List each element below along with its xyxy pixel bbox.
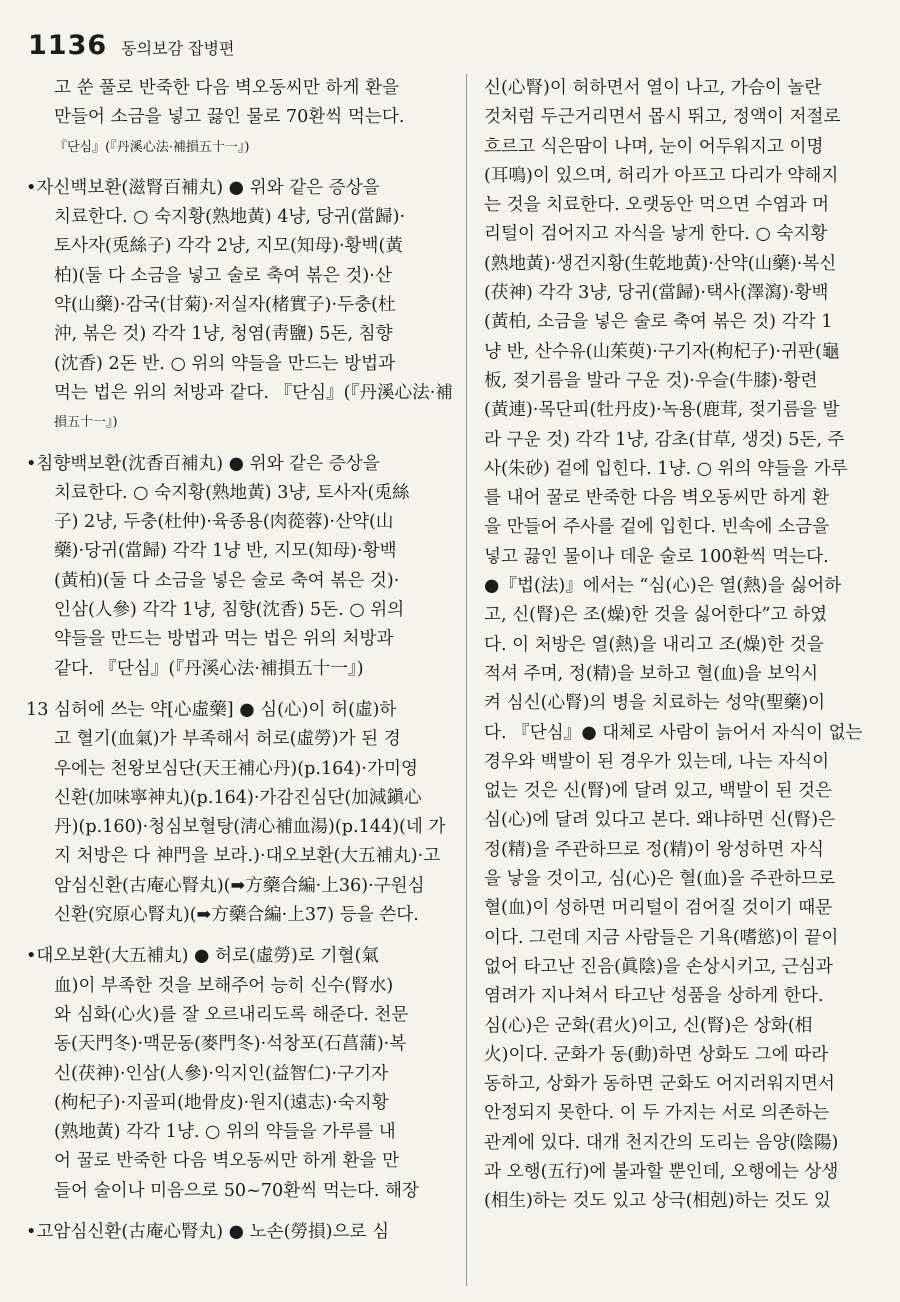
running-title: 동의보감 잡병편 (121, 39, 235, 58)
right-text-line: 를 내어 꿀로 반죽한 다음 벽오동씨만 하게 환 (484, 488, 830, 509)
right-text-line: 정(精)을 주관하므로 정(精)이 왕성하면 자식 (484, 839, 824, 860)
left-text-line (26, 930, 442, 942)
left-text-line: 血)이 부족한 것을 보해주어 능히 신수(腎水) (54, 975, 394, 996)
left-text-line: (沈香) 2돈 반. ○ 위의 약들을 만드는 방법과 (54, 353, 396, 374)
right-text-line: 다. 『단심』● 대체로 사람이 늙어서 자식이 없는 (484, 722, 863, 743)
right-text-line: 켜 심신(心腎)의 병을 치료하는 성약(聖藥)이 (484, 693, 826, 714)
right-text-line: 신(心腎)이 허하면서 열이 나고, 가슴이 놀란 (484, 78, 822, 98)
left-text-line: 어 꿀로 반죽한 다음 벽오동씨만 하게 환을 만 (54, 1151, 400, 1172)
left-text-line (26, 684, 442, 696)
right-text-line: (熟地黃)·생건지황(生乾地黃)·산약(山藥)·복신 (484, 253, 837, 274)
left-text-line: (熟地黃) 각각 1냥. ○ 위의 약들을 가루를 내 (54, 1122, 396, 1143)
left-text-line: (黃柏)(둘 다 소금을 넣은 술로 축여 볶은 것)· (54, 570, 400, 591)
right-text-line: 혈(血)이 성하면 머리털이 검어질 것이기 때문 (484, 898, 833, 919)
left-text-line: 인삼(人參) 각각 1냥, 침향(沈香) 5돈. ○ 위의 (54, 600, 405, 621)
left-column (26, 74, 453, 1247)
right-text-line: 심(心)은 군화(君火)이고, 신(腎)은 상화(相 (484, 1015, 813, 1036)
left-text-line: 고 혈기(血氣)가 부족해서 허로(虛勞)가 된 경 (54, 729, 401, 750)
right-text-line: (黃柏, 소금을 넣은 술로 축여 볶은 것) 각각 1 (484, 312, 833, 333)
left-text-line: 와 심화(心火)를 잘 오르내리도록 해준다. 천문 (54, 1004, 409, 1025)
column-divider (466, 74, 467, 1286)
right-text-line: 적셔 주며, 정(精)을 보하고 혈(血)을 보익시 (484, 663, 819, 684)
right-text-line: 을 만들어 주사를 겉에 입힌다. 빈속에 소금을 (484, 517, 830, 538)
left-text-line: 고 쑨 풀로 반죽한 다음 벽오동씨만 하게 환을 (54, 78, 400, 98)
left-text-line: 13 심허에 쓰는 약[心虛藥] ● 심(心)이 허(虛)하 (26, 699, 397, 720)
left-text-line (26, 1206, 442, 1218)
right-text-line: 넣고 끓인 물이나 데운 술로 100환씩 먹는다. (484, 546, 829, 567)
left-text-line: 같다. 『단심』(『丹溪心法·補損五十一』) (54, 658, 364, 679)
right-text-line: 이다. 그런데 지금 사람들은 기욕(嗜慾)이 끝이 (484, 927, 839, 948)
left-text-line: 지 처방은 다 神門을 보라.)·대오보환(大五補丸)·고 (54, 846, 441, 867)
right-text-line: 경우와 백발이 된 경우가 있는데, 나는 자식이 (484, 751, 830, 772)
page-header (28, 30, 234, 66)
left-text-line: 柏)(둘 다 소금을 넣고 술로 축여 볶은 것)·산 (54, 265, 392, 286)
right-text-line: 을 낳을 것이고, 심(心)은 혈(血)을 주관하므로 (484, 869, 836, 890)
left-text-line: 약들을 만드는 방법과 먹는 법은 위의 처방과 (54, 629, 394, 650)
right-text-line: 냥 반, 산수유(山茱萸)·구기자(枸杞子)·귀판(龜 (484, 341, 840, 362)
right-text-line: 동하고, 상화가 동하면 군화도 어지러워지면서 (484, 1074, 835, 1095)
left-text-line: •고암심신환(古庵心腎丸) ● 노손(勞損)으로 심 (26, 1221, 390, 1242)
right-text-line: 다. 이 처방은 열(熱)을 내리고 조(燥)한 것을 (484, 634, 824, 655)
left-text-line: 藥)·당귀(當歸) 각각 1냥 반, 지모(知母)·황백 (54, 541, 397, 562)
right-text-line: 리털이 검어지고 자식을 낳게 한다. ○ 숙지황 (484, 224, 828, 245)
left-text-line: •대오보환(大五補丸) ● 허로(虛勞)로 기혈(氣 (26, 946, 379, 967)
right-text-line: 火)이다. 군화가 동(動)하면 상화도 그에 따라 (484, 1044, 829, 1065)
left-text-line (26, 162, 442, 174)
right-text-line: 것처럼 두근거리면서 몹시 뛰고, 정액이 저절로 (484, 107, 841, 128)
left-text-line: 들어 술이나 미음으로 50~70환씩 먹는다. 해장 (54, 1180, 420, 1201)
left-text-line: 먹는 법은 위의 처방과 같다. 『단심』(『丹溪心法·補 (54, 382, 453, 403)
left-text-line: 丹)(p.160)·청심보혈탕(淸心補血湯)(p.144)(네 가 (54, 817, 446, 838)
left-text-line: (枸杞子)·지골피(地骨皮)·원지(遠志)·숙지황 (54, 1092, 389, 1113)
left-text-line: 신(茯神)·인삼(人參)·익지인(益智仁)·구기자 (54, 1063, 389, 1084)
page-number: 1136 (28, 30, 108, 61)
right-text-line: 라 구운 것) 각각 1냥, 감초(甘草, 생것) 5돈, 주 (484, 429, 845, 450)
left-text-line: 만들어 소금을 넣고 끓인 물로 70환씩 먹는다. (54, 107, 405, 128)
left-text-line: 沖, 볶은 것) 각각 1냥, 청염(靑鹽) 5돈, 침향 (54, 324, 393, 345)
right-text-line: 는 것을 치료한다. 오랫동안 먹으면 수염과 머 (484, 195, 830, 216)
right-text-line: 염려가 지나쳐서 타고난 성품을 상하게 한다. (484, 986, 824, 1007)
left-text-line: 약(山藥)·감국(甘菊)·저실자(楮實子)·두충(杜 (54, 295, 396, 316)
right-text-line: 고, 신(腎)은 조(燥)한 것을 싫어한다”고 하였 (484, 605, 828, 626)
left-text-line: 우에는 천왕보심단(天王補心丹)(p.164)·가미영 (54, 758, 418, 779)
right-text-line: ●『법(法)』에서는 “심(心)은 열(熱)을 싫어하 (484, 576, 842, 597)
left-text-line: 子) 2냥, 두충(杜仲)·육종용(肉蓯蓉)·산약(山 (54, 512, 394, 533)
right-text-line: 심(心)에 달려 있다고 본다. 왜냐하면 신(腎)은 (484, 810, 836, 831)
left-text-line: •침향백보환(沈香百補丸) ● 위와 같은 증상을 (26, 453, 380, 474)
left-text-line: 토사자(兎絲子) 각각 2냥, 지모(知母)·황백(黃 (54, 236, 403, 257)
right-text-line: 사(朱砂) 겉에 입힌다. 1냥. ○ 위의 약들을 가루 (484, 458, 848, 479)
right-text-line: 안정되지 못한다. 이 두 가지는 서로 의존하는 (484, 1103, 830, 1124)
left-text-line: 損五十一』) (54, 415, 118, 431)
right-text-line: 없어 타고난 진음(眞陰)을 손상시키고, 근심과 (484, 956, 833, 977)
right-text-line: 관계에 있다. 대개 천지간의 도리는 음양(陰陽) (484, 1132, 839, 1153)
right-column (484, 74, 900, 1217)
right-text-line: 없는 것은 신(腎)에 달려 있고, 백발이 된 것은 (484, 781, 832, 802)
left-text-line: 암심신환(古庵心腎丸)(➡方藥合編·上36)·구원심 (54, 875, 425, 896)
left-text-line: 『단심』(『丹溪心法·補損五十一』) (54, 139, 250, 155)
left-text-line: •자신백보환(滋腎百補丸) ● 위와 같은 증상을 (26, 177, 380, 198)
left-text-line: 신환(究原心腎丸)(➡方藥合編·上37) 등을 쓴다. (54, 905, 419, 926)
right-text-line: 과 오행(五行)에 불과할 뿐인데, 오행에는 상생 (484, 1161, 839, 1182)
left-text-line: 신환(加味寧神丸)(p.164)·가감진심단(加減鎭心 (54, 787, 422, 808)
right-text-line: (相生)하는 것도 있고 상극(相剋)하는 것도 있 (484, 1191, 831, 1212)
left-text-line: 치료한다. ○ 숙지황(熟地黃) 3냥, 토사자(兎絲 (54, 482, 410, 503)
left-text-line: 동(天門冬)·맥문동(麥門冬)·석창포(石菖蒲)·복 (54, 1034, 407, 1055)
right-text-line: (茯神) 각각 3냥, 당귀(當歸)·택사(澤瀉)·황백 (484, 283, 829, 304)
right-text-line: (耳鳴)이 있으며, 허리가 아프고 다리가 약해지 (484, 165, 839, 186)
left-text-line (26, 438, 442, 450)
right-text-line: (黃連)·목단피(牡丹皮)·녹용(鹿茸, 젖기름을 발 (484, 400, 840, 421)
right-text-line: 板, 젖기름을 발라 구운 것)·우슬(牛膝)·황련 (484, 370, 818, 391)
right-text-line: 흐르고 식은땀이 나며, 눈이 어두워지고 이명 (484, 136, 824, 157)
left-text-line: 치료한다. ○ 숙지황(熟地黃) 4냥, 당귀(當歸)· (54, 207, 406, 228)
